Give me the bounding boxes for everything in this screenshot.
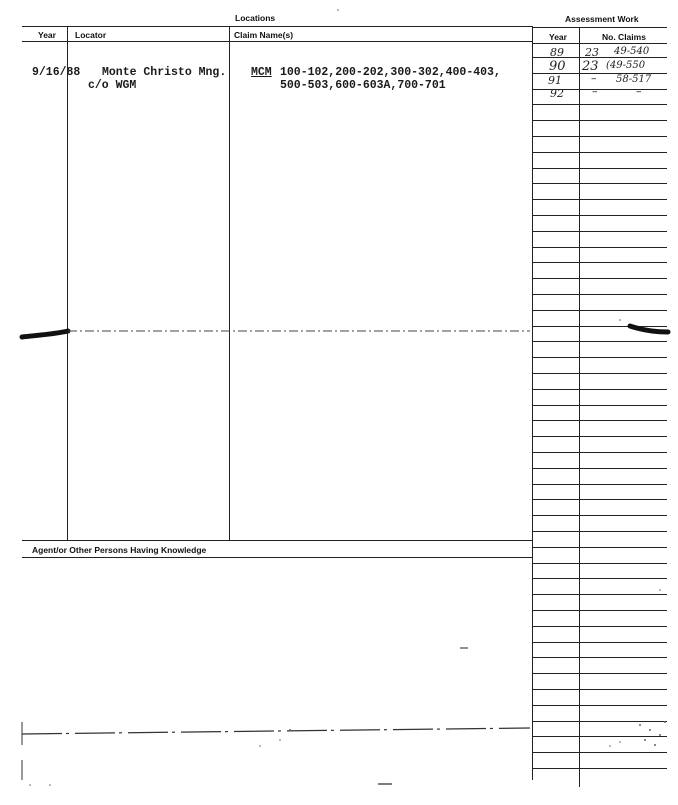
aw-row-ids: (49-550 (606, 60, 646, 71)
binder-mark-right (630, 326, 668, 332)
aw-row-year: 90 (549, 59, 566, 74)
entry-locator-line2: c/o WGM (88, 79, 137, 92)
aw-row-count: 23 (585, 46, 599, 59)
aw-no-claims-column-header: No. Claims (602, 32, 646, 42)
aw-row-count: – (591, 72, 597, 85)
aw-row-ids: – (636, 85, 642, 98)
aw-row-ids: 58-517 (616, 74, 652, 85)
aw-row-count: – (592, 85, 598, 98)
aw-row-ids: 49-540 (614, 46, 650, 57)
aw-row-count: 23 (582, 59, 599, 74)
claim-names-column-header: Claim Name(s) (234, 30, 294, 40)
aw-row-year: 92 (550, 87, 564, 100)
fold-line-bottom (22, 728, 530, 734)
aw-row-year: 91 (548, 74, 562, 87)
speckle-noise (29, 9, 666, 786)
assessment-work-header: Assessment Work (565, 14, 639, 24)
entry-year: 9/16/88 (32, 66, 81, 79)
locator-column-header: Locator (75, 30, 107, 40)
entry-locator-line1: Monte Christo Mng. (102, 66, 227, 79)
binder-mark-left (22, 331, 68, 337)
aw-row-year: 89 (550, 46, 564, 59)
agent-section-label: Agent/or Other Persons Having Knowledge (32, 545, 207, 555)
entry-claim-prefix: MCM (251, 66, 272, 79)
aw-year-column-header: Year (549, 32, 567, 42)
entry-claims-line1: 100-102,200-202,300-302,400-403, (280, 66, 501, 79)
entry-claims-line2: 500-503,600-603A,700-701 (280, 79, 446, 92)
locations-header: Locations (235, 13, 276, 23)
year-column-header: Year (38, 30, 56, 40)
